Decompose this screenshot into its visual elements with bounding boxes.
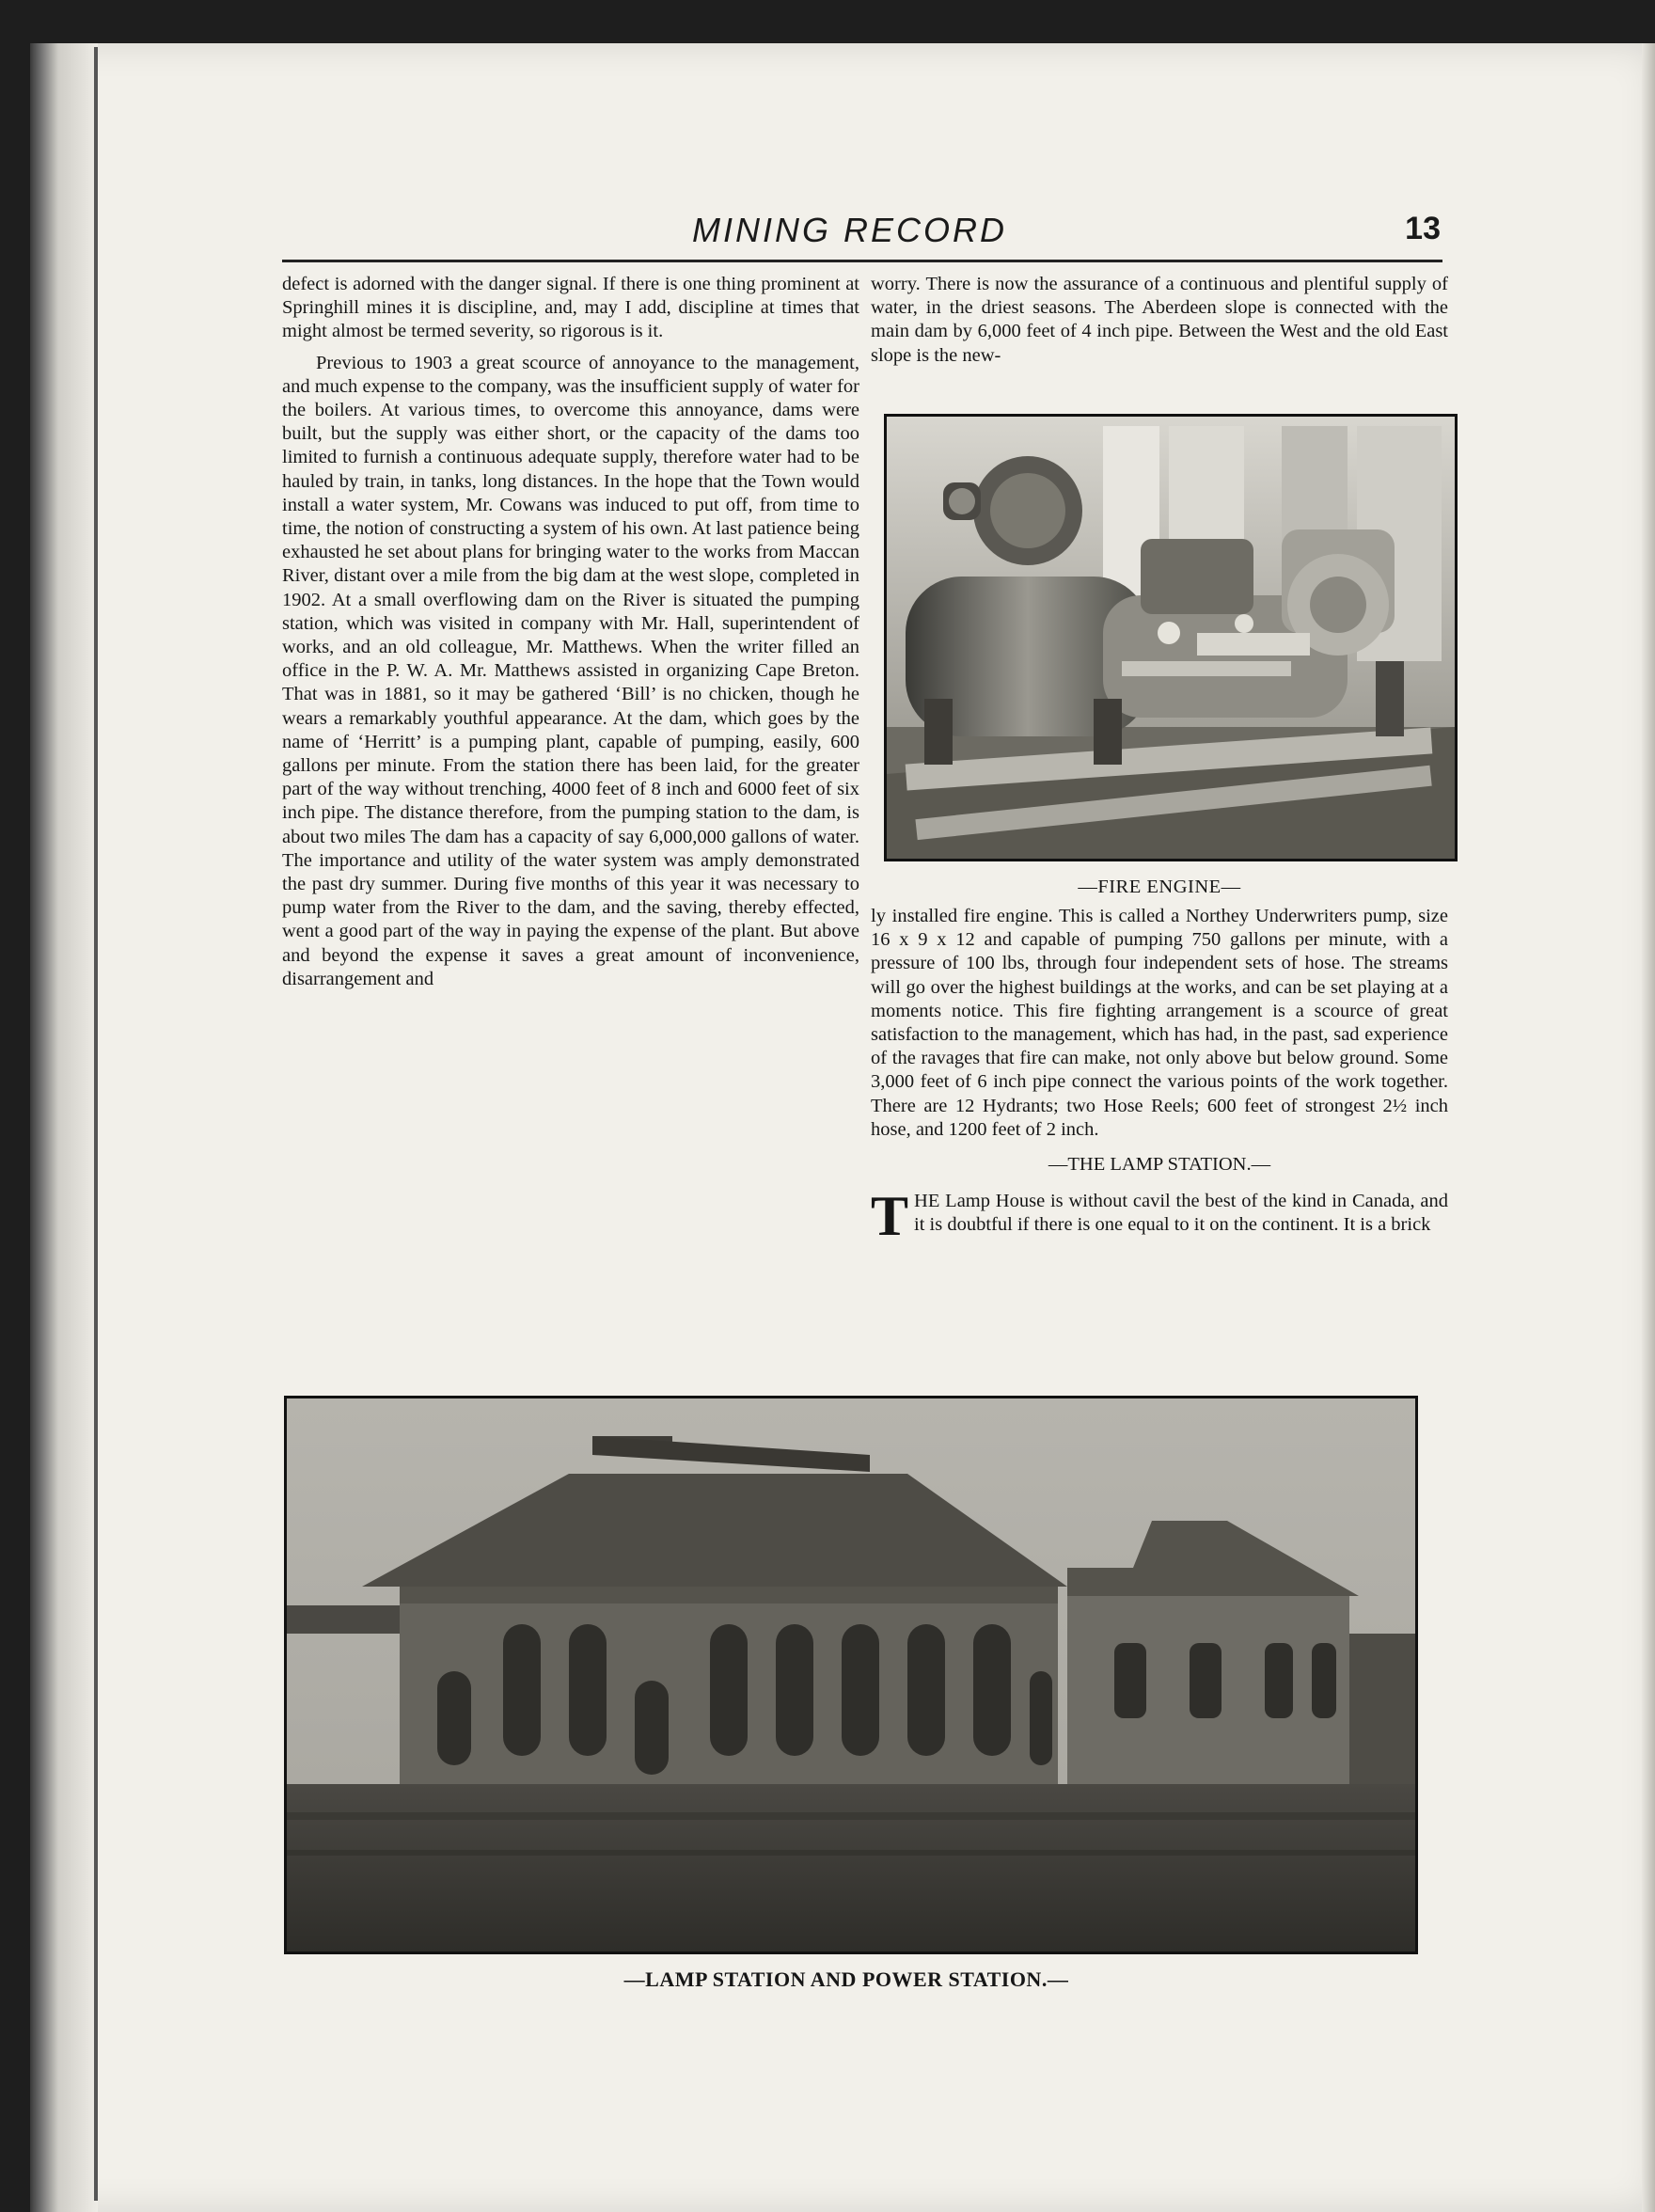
right-paragraph-top: worry. There is now the assurance of a continuous and plentiful supply of water, in the driest seasons. The Aberdeen slope is connected with the main dam by 6,000 feet of 4 inch pipe. Between the West and the old East slope is the new- — [871, 274, 1448, 366]
lamp-paragraph: HE Lamp House is without cavil the best of the kind in Canada, and it is doubtful if there is one equal to it on the continent. It is a brick — [914, 1191, 1448, 1236]
left-column — [282, 273, 859, 991]
header-rule — [282, 260, 1442, 262]
publication-title: MINING RECORD — [692, 211, 1007, 249]
right-column-top — [871, 273, 1448, 368]
fire-engine-illustration — [887, 417, 1455, 859]
right-column-bottom — [871, 905, 1448, 1248]
binding-spine — [30, 43, 98, 2212]
right-paragraph-continued: ly installed fire engine. This is called a Northey Underwriters pump, size 16 x 9 x 12 and capable of pumping 750 gallons per minute, with a pressure of 100 lbs, through four independent sets of hose. The streams will go over the highest buildings at the works, and can be set playing at a moments notice. This fire fighting arrangement is a scource of great satisfaction to the management, which has had, in the past, sad experience of the ravages that fire can make, not only above but below ground. Some 3,000 feet of 6 inch pipe connect the various points of the work together. There are 12 Hydrants; two Hose Reels; 600 feet of strongest 2½ inch hose, and 1200 feet of 2 inch. — [871, 906, 1448, 1140]
running-header — [282, 211, 1441, 256]
fire-engine-caption: —FIRE ENGINE— — [1078, 877, 1241, 897]
lamp-station-illustration — [287, 1398, 1415, 1951]
left-paragraph-2: Previous to 1903 a great scource of annoyance to the management, and much expense to the company, was the insufficient supply of water for the boilers. At various times, to overcome this annoyance, dams were built, but the supply was either short, or the capacity of the dams too limited to furnish a continuous adequate supply, therefore water had to be hauled by train, in tanks, long distances. In the hope that the Town would install a water system, Mr. Cowans was induced to put off, from time to time, the notion of constructing a system of his own. At last patience being exhausted he set about plans for bringing water to the works from Maccan River, distant over a mile from the big dam at the west slope, completed in 1902. At a small overflowing dam on the River is situated the pumping station, which was visited in company with Mr. Hall, superintendent of works, and an old colleague, Mr. Matthews. When the writer filled an office in the P. W. A. Mr. Matthews assisted in organizing Cape Breton. That was in 1881, so it may be gathered ‘Bill’ is no chicken, though he wears a remarkably youthful appearance. At the dam, which goes by the name of ‘Herritt’ is a pumping plant, capable of pumping, easily, 600 gallons per minute. From the station there has been laid, for the greater part of the way without trenching, 4000 feet of 8 inch and 6000 feet of six inch pipe. The distance therefore, from the pumping station to the dam, is about two miles The dam has a capacity of say 6,000,000 gallons of water. The importance and utility of the water system was amply demonstrated the past dry summer. During five months of this year it was necessary to pump water from the River to the dam, and the saving, thereby effected, went a good part of the way in paying the expense of the plant. But above and beyond the expense it saves a great amount of inconvenience, disarrangement and — [282, 352, 859, 989]
left-paragraph-1: defect is adorned with the danger signal. If there is one thing prominent at Springhill mines it is discipline, and, may I add, discipline at times that might almost be termed severity, so rigorous is it. — [282, 274, 859, 342]
lamp-station-heading: —THE LAMP STATION.— — [1048, 1154, 1271, 1176]
lamp-station-caption: —LAMP STATION AND POWER STATION.— — [623, 1967, 1069, 1991]
page-right-edge — [1642, 43, 1655, 2212]
drop-cap: T — [871, 1185, 909, 1248]
lamp-station-photo — [284, 1396, 1418, 1954]
fire-engine-photo — [884, 414, 1458, 861]
binding-edge-line — [94, 47, 98, 2201]
page-number: 13 — [1405, 211, 1441, 246]
